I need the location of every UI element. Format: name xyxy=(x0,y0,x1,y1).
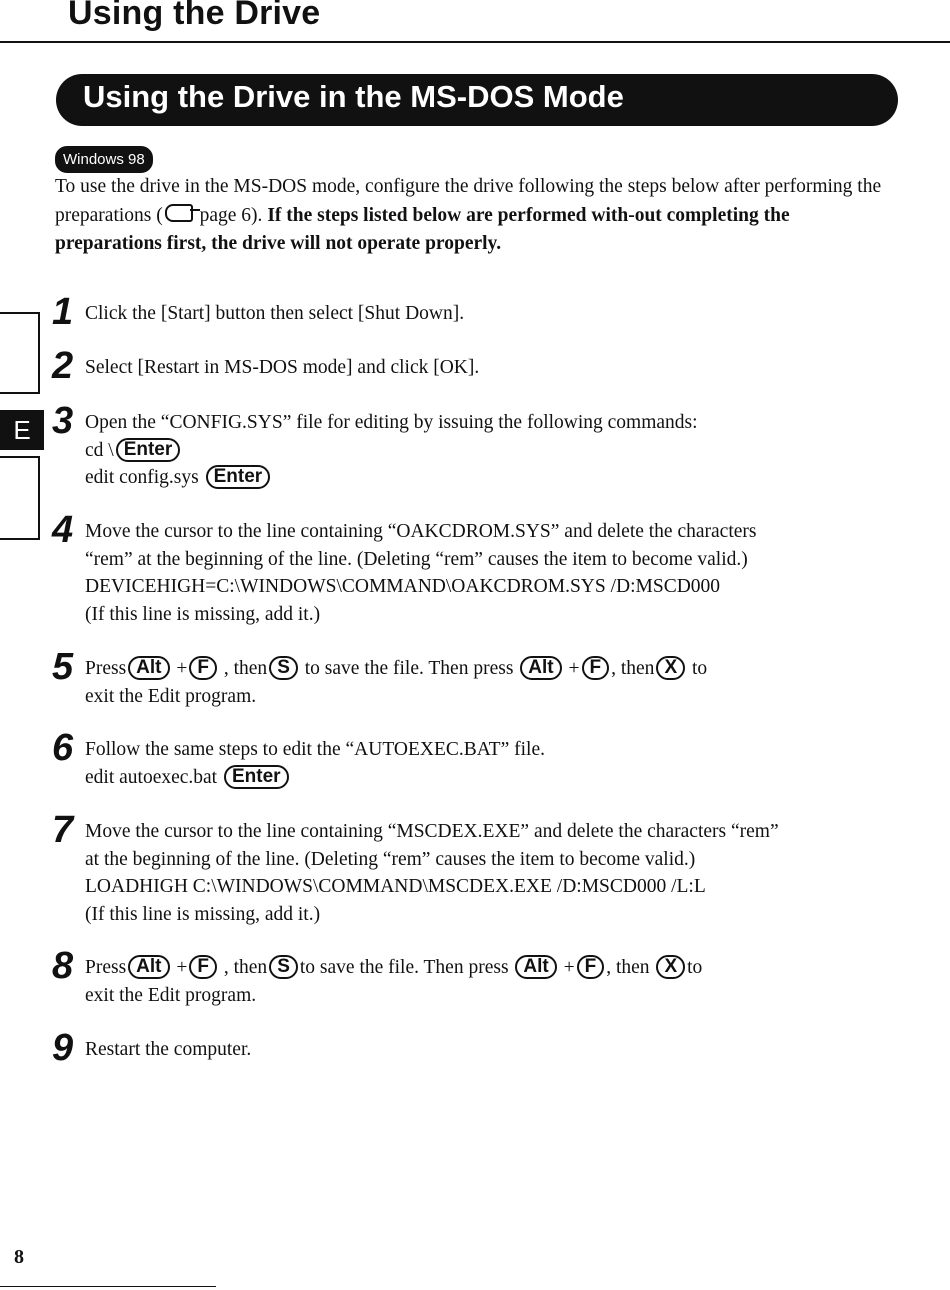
plus-text: + xyxy=(563,957,575,978)
step-7 xyxy=(52,809,912,928)
alt-key: Alt xyxy=(520,656,561,680)
thumb-index-line xyxy=(0,538,40,540)
step-text: Click the [Start] button then select [Shut Down]. xyxy=(85,303,465,324)
intro-ref: page 6). xyxy=(199,204,263,226)
then-text: , then xyxy=(611,658,655,679)
command-line xyxy=(85,437,912,465)
press-text: Press xyxy=(85,658,127,679)
f-key: F xyxy=(189,656,217,680)
step-number: 3 xyxy=(52,400,74,442)
f-key: F xyxy=(189,955,217,979)
pointing-hand-icon xyxy=(165,204,193,222)
s-key: S xyxy=(269,656,298,680)
thumb-index-line xyxy=(38,456,40,540)
step-number: 5 xyxy=(52,646,74,688)
then-text: , then xyxy=(606,957,650,978)
intro-paragraph xyxy=(55,173,901,259)
section-banner xyxy=(56,74,898,126)
enter-key: Enter xyxy=(224,765,289,789)
page-number: 8 xyxy=(14,1246,24,1268)
command-text: edit autoexec.bat xyxy=(85,766,218,788)
step-text: (If this line is missing, add it.) xyxy=(85,603,321,625)
step-number: 8 xyxy=(52,945,74,987)
intro-text: To use the drive in the MS-DOS mode, configure the drive following the steps below after performing the preparations ( xyxy=(55,176,882,226)
enter-key: Enter xyxy=(116,438,181,462)
step-text: “rem” at the beginning of the line. (Deleting “rem” causes the item to become valid.) xyxy=(85,548,748,570)
f-key: F xyxy=(582,656,610,680)
enter-key: Enter xyxy=(206,465,271,489)
step-4 xyxy=(52,509,912,628)
step-text: Follow the same steps to edit the “AUTOEXEC.BAT” file. xyxy=(85,739,545,760)
plus-text: + xyxy=(568,658,580,679)
command-line xyxy=(85,764,912,792)
step-9 xyxy=(52,1027,912,1069)
step-number: 7 xyxy=(52,809,74,851)
step-number: 6 xyxy=(52,727,74,769)
alt-key: Alt xyxy=(128,955,169,979)
step-text: exit the Edit program. xyxy=(85,685,257,707)
intro-warning: If the steps listed below are performed with-out completing the preparations first, the drive will not operate properly. xyxy=(55,204,790,254)
then-text: , then xyxy=(223,658,268,679)
step-number: 9 xyxy=(52,1027,74,1069)
step-number: 4 xyxy=(52,509,74,551)
os-badge: Windows 98 xyxy=(55,146,153,173)
save-text: to save the file. Then press xyxy=(299,957,509,978)
alt-key: Alt xyxy=(128,656,169,680)
plus-text: + xyxy=(176,658,188,679)
s-key: S xyxy=(269,955,298,979)
command-text: cd \ xyxy=(85,439,114,461)
step-5 xyxy=(52,646,912,710)
f-key: F xyxy=(577,955,605,979)
footer-rule xyxy=(0,1286,216,1287)
thumb-index-line xyxy=(0,456,40,458)
thumb-index-line xyxy=(0,392,40,394)
step-text: at the beginning of the line. (Deleting “rem” causes the item to become valid.) xyxy=(85,848,696,870)
step-text: (If this line is missing, add it.) xyxy=(85,903,321,925)
press-text: Press xyxy=(85,957,127,978)
step-3 xyxy=(52,400,912,492)
page-title: Using the Drive xyxy=(68,0,321,32)
step-number: 1 xyxy=(52,291,74,333)
to-text: to xyxy=(687,957,703,978)
step-text xyxy=(85,954,912,982)
title-rule xyxy=(0,41,950,43)
step-text: Move the cursor to the line containing “OAKCDROM.SYS” and delete the characters xyxy=(85,521,757,542)
step-8 xyxy=(52,945,912,1009)
step-6 xyxy=(52,727,912,791)
thumb-index-line xyxy=(0,312,40,314)
to-text: to xyxy=(692,658,708,679)
save-text: to save the file. Then press xyxy=(304,658,514,679)
plus-text: + xyxy=(176,957,188,978)
step-text: Select [Restart in MS-DOS mode] and click [OK]. xyxy=(85,357,480,378)
x-key: X xyxy=(656,955,685,979)
step-text xyxy=(85,655,912,683)
section-tab: E xyxy=(0,410,44,450)
step-2 xyxy=(52,345,912,387)
section-banner-label: Using the Drive in the MS-DOS Mode xyxy=(83,79,624,114)
step-number: 2 xyxy=(52,345,74,387)
step-text: Restart the computer. xyxy=(85,1039,252,1060)
step-text: LOADHIGH C:\WINDOWS\COMMAND\MSCDEX.EXE /D:MSCD000 /L:L xyxy=(85,876,706,897)
step-1 xyxy=(52,291,912,333)
step-text: DEVICEHIGH=C:\WINDOWS\COMMAND\OAKCDROM.SYS /D:MSCD000 xyxy=(85,576,721,597)
thumb-index-line xyxy=(38,312,40,394)
alt-key: Alt xyxy=(515,955,556,979)
x-key: X xyxy=(656,656,685,680)
command-line xyxy=(85,464,912,492)
step-text: exit the Edit program. xyxy=(85,984,257,1006)
step-text: Open the “CONFIG.SYS” file for editing by issuing the following commands: xyxy=(85,412,698,433)
then-text: , then xyxy=(223,957,268,978)
command-text: edit config.sys xyxy=(85,467,199,488)
step-text: Move the cursor to the line containing “MSCDEX.EXE” and delete the characters “rem” xyxy=(85,821,779,842)
